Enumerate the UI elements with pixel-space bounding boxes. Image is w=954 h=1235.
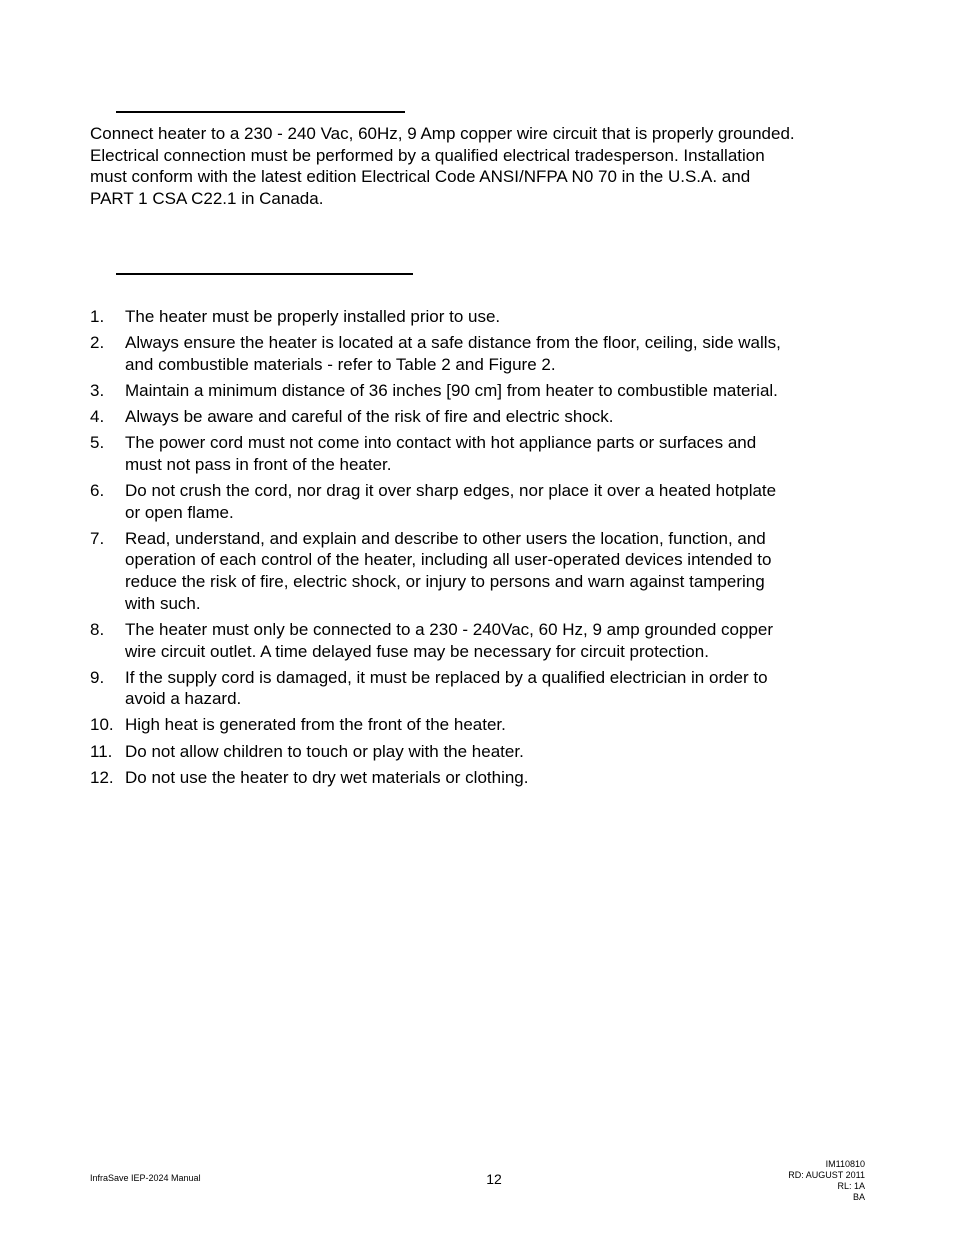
list-item bbox=[90, 380, 870, 402]
list-item bbox=[90, 406, 870, 428]
list-item-number: 4. bbox=[90, 406, 105, 426]
list-item-text-line: Always ensure the heater is located at a safe distance from the floor, ceiling, side walls, bbox=[125, 333, 781, 353]
list-item-text-line: Do not allow children to touch or play with the heater. bbox=[125, 741, 524, 761]
footer-revision-block bbox=[788, 1159, 865, 1203]
list-item-text-line: The heater must be properly installed prior to use. bbox=[125, 307, 501, 326]
list-item-number: 10. bbox=[90, 715, 114, 735]
list-item-number: 8. bbox=[90, 619, 105, 639]
list-item-text-line: must not pass in front of the heater. bbox=[125, 454, 392, 474]
list-item-text-line: Do not crush the cord, nor drag it over sharp edges, nor place it over a heated hotplate bbox=[125, 480, 777, 500]
section-2-heading-rule bbox=[116, 273, 413, 275]
list-item-number: 7. bbox=[90, 528, 105, 548]
list-item-text-line: wire circuit outlet. A time delayed fuse may be necessary for circuit protection. bbox=[125, 641, 709, 661]
list-item-number: 11. bbox=[90, 741, 113, 761]
electrical-connection-paragraph bbox=[90, 123, 890, 210]
list-item-text-line: The power cord must not come into contact with hot appliance parts or surfaces and bbox=[125, 433, 757, 453]
list-item-number: 6. bbox=[90, 480, 105, 500]
list-item bbox=[90, 480, 870, 523]
list-item-text-line: operation of each control of the heater, including all user-operated devices intended to bbox=[125, 550, 772, 570]
list-item bbox=[90, 741, 870, 763]
paragraph-line: must conform with the latest edition Electrical Code ANSI/NFPA N0 70 in the U.S.A. and bbox=[90, 167, 751, 187]
list-item bbox=[90, 432, 870, 475]
list-item-text-line: Always be aware and careful of the risk of fire and electric shock. bbox=[125, 406, 614, 426]
list-item-number: 5. bbox=[90, 433, 105, 453]
list-item-text-line: avoid a hazard. bbox=[125, 689, 242, 709]
list-item bbox=[90, 332, 870, 375]
paragraph-line: PART 1 CSA C22.1 in Canada. bbox=[90, 189, 324, 209]
revision-date: RD: AUGUST 2011 bbox=[788, 1170, 865, 1180]
revision-level: RL: 1A bbox=[837, 1181, 865, 1191]
list-item-text-line: Read, understand, and explain and describe to other users the location, function, and bbox=[125, 528, 766, 548]
list-item-text-line: Do not use the heater to dry wet materials or clothing. bbox=[125, 767, 529, 787]
list-item-number: 1. bbox=[90, 307, 105, 326]
document-code: IM110810 bbox=[825, 1159, 865, 1169]
paragraph-line: Connect heater to a 230 - 240 Vac, 60Hz, 9 Amp copper wire circuit that is properly grounded. bbox=[90, 124, 795, 143]
list-item-number: 9. bbox=[90, 667, 105, 687]
footer-manual-name: InfraSave IEP-2024 Manual bbox=[90, 1173, 201, 1183]
author-initials: BA bbox=[852, 1192, 865, 1202]
list-item bbox=[90, 714, 870, 736]
list-item-text-line: and combustible materials - refer to Table 2 and Figure 2. bbox=[125, 354, 556, 374]
list-item-text-line: The heater must only be connected to a 230 - 240Vac, 60 Hz, 9 amp grounded copper bbox=[125, 619, 773, 639]
safety-instructions-list bbox=[90, 306, 870, 793]
list-item-text-line: If the supply cord is damaged, it must be replaced by a qualified electrician in order to bbox=[125, 667, 768, 687]
paragraph-line: Electrical connection must be performed by a qualified electrical tradesperson. Installation bbox=[90, 145, 765, 165]
list-item-text-line: Maintain a minimum distance of 36 inches [90 cm] from heater to combustible material. bbox=[125, 380, 778, 400]
list-item-text-line: or open flame. bbox=[125, 502, 234, 522]
list-item bbox=[90, 767, 870, 789]
list-item bbox=[90, 619, 870, 662]
list-item bbox=[90, 667, 870, 710]
list-item-text-line: with such. bbox=[125, 593, 201, 613]
list-item-text-line: High heat is generated from the front of the heater. bbox=[125, 715, 506, 735]
page-number: 12 bbox=[486, 1171, 502, 1187]
list-item-text-line: reduce the risk of fire, electric shock, or injury to persons and warn against tampering bbox=[125, 572, 765, 592]
list-item-number: 3. bbox=[90, 380, 105, 400]
list-item bbox=[90, 528, 870, 615]
list-item-number: 2. bbox=[90, 333, 105, 353]
section-1-heading-rule bbox=[116, 111, 405, 113]
list-item-number: 12. bbox=[90, 767, 114, 787]
list-item bbox=[90, 306, 870, 328]
